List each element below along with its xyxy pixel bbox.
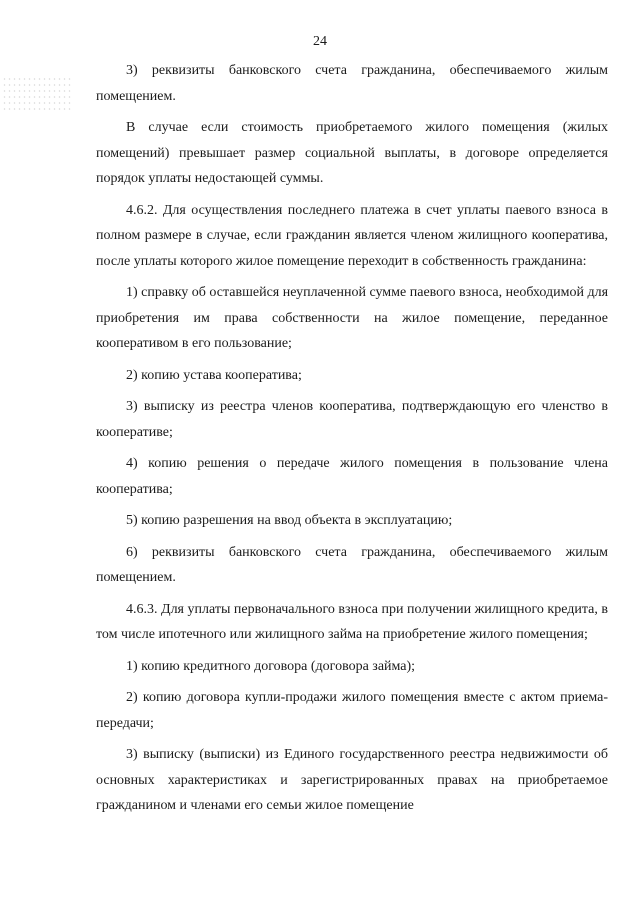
paragraph: 3) реквизиты банковского счета гражданина, обеспечиваемого жилым помещением. (96, 63, 608, 104)
paragraph: 2) копию устава кооператива; (126, 367, 302, 383)
paragraph: 5) копию разрешения на ввод объекта в эксплуатацию; (126, 513, 453, 528)
paragraph: 6) реквизиты банковского счета гражданина, обеспечиваемого жилым помещением. (96, 544, 608, 585)
paragraph: 4.6.2. Для осуществления последнего платежа в счет уплаты паевого взноса в полном размере в случае, если гражданин является членом жилищного кооператива, после уплаты которого жилое помещение переходит в собственность гражданина: (96, 202, 608, 269)
page-number: 24 (313, 34, 327, 49)
paragraph: 2) копию договора купли-продажи жилого помещения вместе с актом приема-передачи; (96, 690, 608, 731)
paragraph: В случае если стоимость приобретаемого жилого помещения (жилых помещений) превышает размер социальной выплаты, в договоре определяется порядок уплаты недостающей суммы. (96, 120, 608, 186)
scan-noise (2, 76, 72, 112)
document-body (96, 58, 608, 819)
paragraph: 4) копию решения о передаче жилого помещения в пользование члена кооператива; (96, 456, 608, 497)
paragraph: 3) выписку из реестра членов кооператива, подтверждающую его членство в кооперативе; (96, 399, 608, 440)
paragraph: 1) справку об оставшейся неуплаченной сумме паевого взноса, необходимой для приобретения им права собственности на жилое помещение, переданное кооперативом в его пользование; (96, 285, 609, 351)
paragraph: 1) копию кредитного договора (договора займа); (126, 658, 416, 674)
paragraph: 3) выписку (выписки) из Единого государственного реестра недвижимости об основных характеристиках и зарегистрированных правах на приобретаемое гражданином и членами его семьи жилое помещение (96, 747, 608, 813)
paragraph: 4.6.3. Для уплаты первоначального взноса при получении жилищного кредита, в том числе ипотечного или жилищного займа на приобретение жилого помещения; (96, 601, 608, 642)
